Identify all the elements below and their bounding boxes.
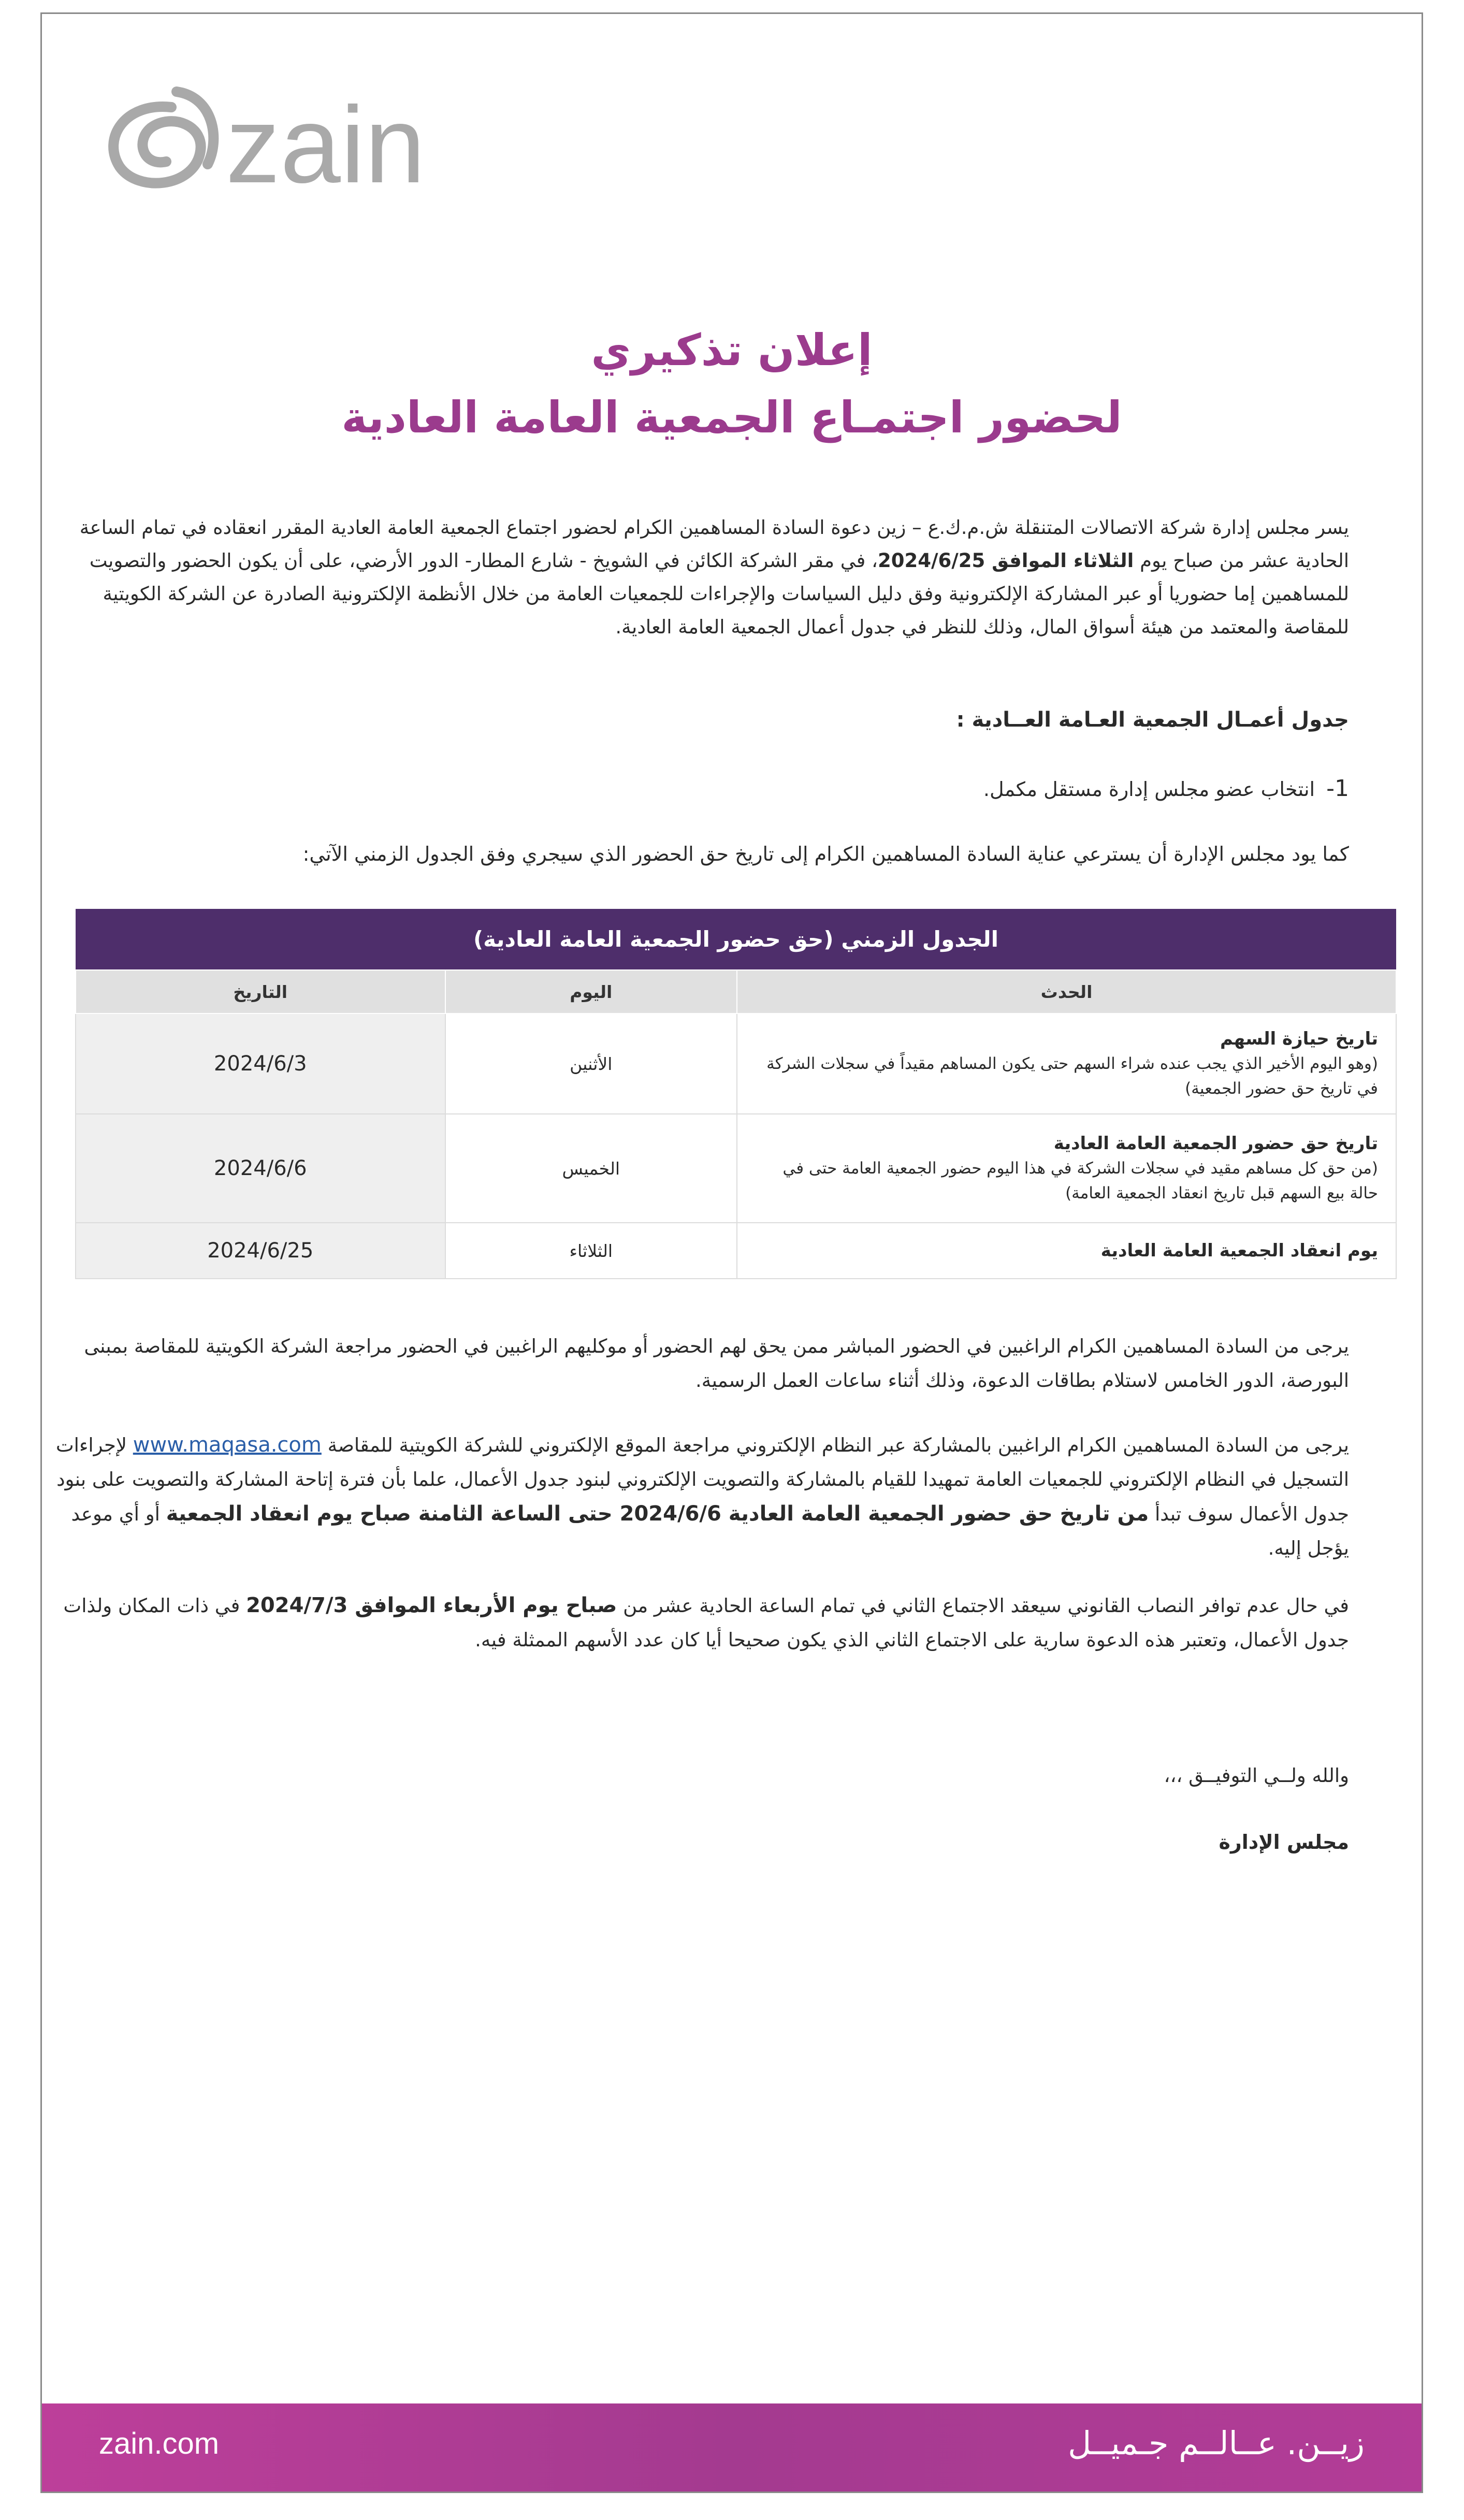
attendance-paragraph: يرجى من السادة المساهمين الكرام الراغبين في الحضور المباشر ممن يحق لهم الحضور أو موكليهم الراغبين في الحضور مراجعة الشركة الكويتية للمقاصة بمبنى البورصة، الدور الخامس لاستلام بطاقات الدعوة، وذلك أثناء ساعات العمل الرسمية. xyxy=(84,1335,1349,1392)
electronic-participation-paragraph: يرجى من السادة المساهمين الكرام الراغبين بالمشاركة عبر النظام الإلكتروني مراجعة الموقع الإلكتروني للشركة الكويتية للمقاصة www.maqasa.com لإجراءات التسجيل في النظام الإلكتروني للجمعيات العامة تمهيدا للقيام بالمشاركة والتصويت الإلكتروني لبنود جدول الأعمال، علما بأن فترة إتاحة المشاركة والتصويت على بنود جدول الأعمال سوف تبدأ من تاريخ حق حضور الجمعية العامة العادية 2024/6/6 حتى الساعة الثامنة صباح يوم انعقاد الجمعية أو أي موعد يؤجل إليه. xyxy=(55,1433,1349,1559)
footer-url[interactable]: zain.com xyxy=(99,2427,220,2460)
schedule-table xyxy=(75,909,1397,1279)
header-day: اليوم xyxy=(445,970,737,1013)
footer-bar xyxy=(42,2403,1422,2492)
agenda-item-number: 1- xyxy=(1326,775,1349,802)
day-cell: الخميس xyxy=(445,1114,737,1223)
zain-swirl-icon xyxy=(94,76,487,200)
event-cell: تاريخ حيازة السهم (وهو اليوم الأخير الذي يجب عنده شراء السهم حتى يكون المساهم مقيداً في سجلات الشركة في تاريخ حق حضور الجمعية) xyxy=(737,1013,1396,1114)
signature: مجلس الإدارة xyxy=(1219,1831,1349,1853)
header-date: التاريخ xyxy=(76,970,445,1013)
header-event: الحدث xyxy=(737,970,1396,1013)
table-caption: الجدول الزمني (حق حضور الجمعية العامة العادية) xyxy=(76,909,1396,970)
title-line-2: لحضور اجتمـاع الجمعية العامة العادية xyxy=(341,392,1122,443)
event-cell: يوم انعقاد الجمعية العامة العادية xyxy=(737,1223,1396,1279)
agenda-title: جدول أعمـال الجمعية العـامة العــادية : xyxy=(956,708,1349,732)
intro-paragraph: يسر مجلس إدارة شركة الاتصالات المتنقلة ش.م.ك.ع – زين دعوة السادة المساهمين الكرام لحضور اجتماع الجمعية العامة العادية المقرر انعقاده في تمام الساعة الحادية عشر من صباح يوم الثلاثاء الموافق 2024/6/25، في مقر الشركة الكائن في الشويخ - شارع المطار- الدور الأرضي، على أن يكون الحضور والتصويت للمساهمين إما حضوريا أو عبر المشاركة الإلكترونية وفق دليل السياسات والإجراءات للجمعيات العامة من خلال الأنظمة الإلكترونية الصادرة عن الشركة الكويتية للمقاصة والمعتمد من هيئة أسواق المال، وذلك للنظر في جدول أعمال الجمعية العامة العادية. xyxy=(79,516,1349,638)
quorum-paragraph: في حال عدم توافر النصاب القانوني سيعقد الاجتماع الثاني في تمام الساعة الحادية عشر من صباح يوم الأربعاء الموافق 2024/7/3 في ذات المكان ولذات جدول الأعمال، وتعتبر هذه الدعوة سارية على الاجتماع الثاني الذي يكون صحيحا أيا كان عدد الأسهم الممثلة فيه. xyxy=(63,1594,1349,1651)
announcement-page xyxy=(40,12,1423,2493)
date-cell: 2024/6/6 xyxy=(76,1114,445,1223)
date-cell: 2024/6/3 xyxy=(76,1013,445,1114)
agenda-item-text: انتخاب عضو مجلس إدارة مستقل مكمل. xyxy=(983,778,1315,801)
closing-line: والله ولــي التوفيــق ،،، xyxy=(1164,1764,1349,1787)
agenda-item xyxy=(54,775,1349,802)
day-cell: الثلاثاء xyxy=(445,1223,737,1279)
maqasa-link[interactable]: www.maqasa.com xyxy=(133,1433,322,1457)
logo-wordmark: zain xyxy=(226,84,426,200)
table-row xyxy=(76,1223,1396,1279)
meeting-date: الثلاثاء الموافق 2024/6/25 xyxy=(878,549,1134,572)
title-line-1: إعلان تذكيري xyxy=(591,325,873,375)
zain-logo xyxy=(94,76,487,200)
footer-slogan: زيــن. عــالــم جـميــل xyxy=(1068,2424,1365,2462)
table-row xyxy=(76,1013,1396,1114)
table-row xyxy=(76,1114,1396,1223)
date-cell: 2024/6/25 xyxy=(76,1223,445,1279)
day-cell: الأثنين xyxy=(445,1013,737,1114)
event-cell: تاريخ حق حضور الجمعية العامة العادية (من حق كل مساهم مقيد في سجلات الشركة في هذا اليوم حضور الجمعية العامة حتى في حالة بيع السهم قبل تاريخ انعقاد الجمعية العامة) xyxy=(737,1114,1396,1223)
schedule-intro: كما يود مجلس الإدارة أن يسترعي عناية السادة المساهمين الكرام إلى تاريخ حق الحضور الذي سيجري وفق الجدول الزمني الآتي: xyxy=(302,843,1349,865)
